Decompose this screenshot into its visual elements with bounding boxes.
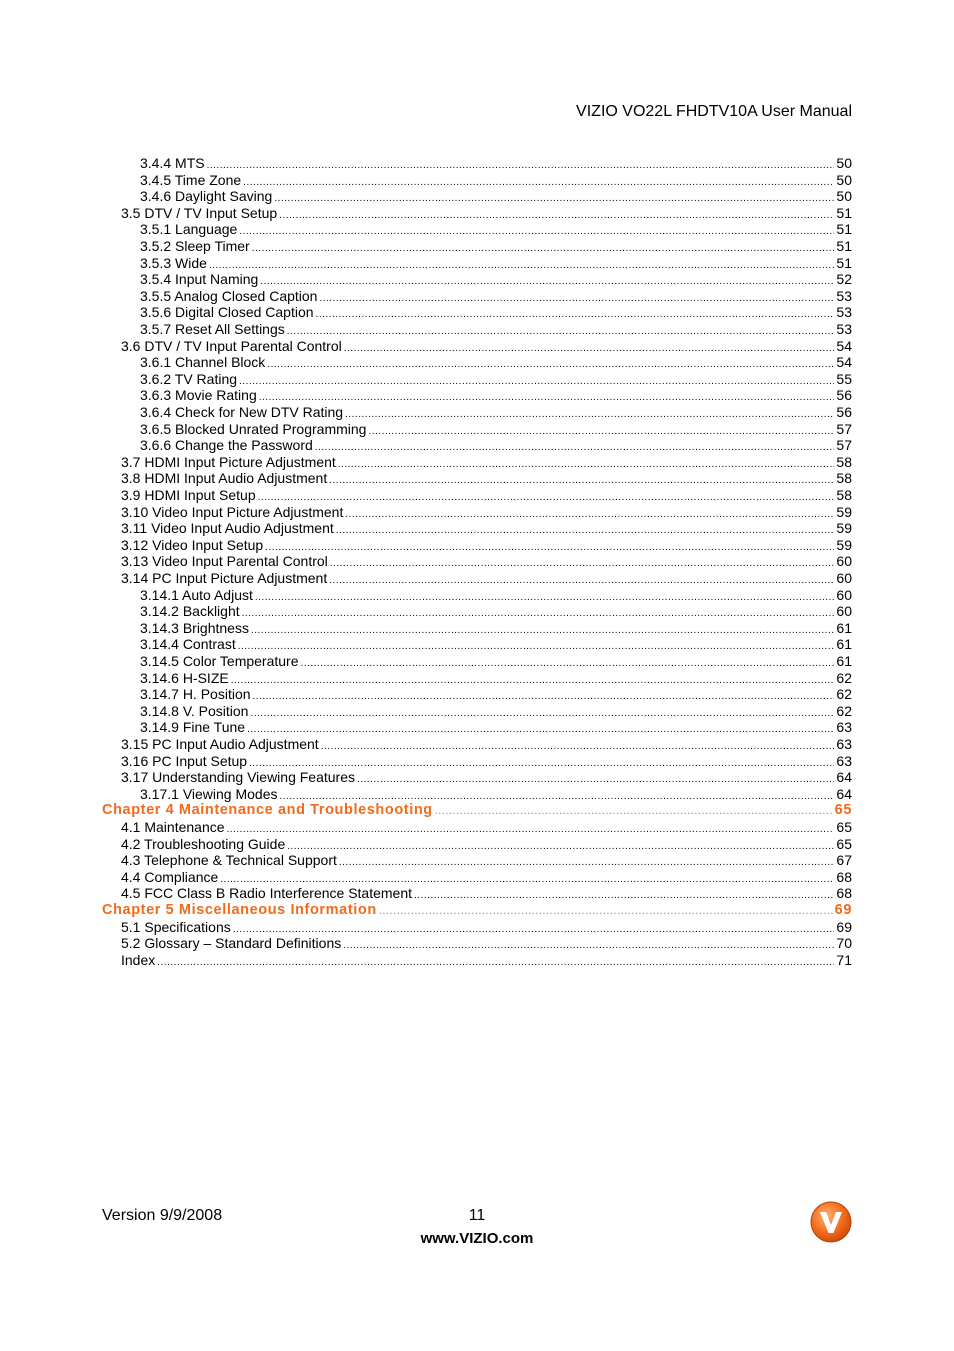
toc-entry-page: 54 xyxy=(836,337,852,354)
toc-entry[interactable] xyxy=(140,587,852,604)
toc-entry[interactable] xyxy=(140,786,852,803)
toc-entry[interactable] xyxy=(121,470,852,487)
toc-entry[interactable] xyxy=(140,620,852,637)
toc-entry[interactable] xyxy=(140,686,852,703)
toc-entry[interactable] xyxy=(121,919,852,936)
toc-entry-title: 3.5.1 Language xyxy=(140,221,238,238)
toc-entry-page: 58 xyxy=(836,487,852,503)
toc-entry[interactable] xyxy=(121,852,852,869)
toc-entry-title: 3.5 DTV / TV Input Setup xyxy=(121,204,278,221)
toc-entry[interactable] xyxy=(140,255,852,272)
toc-entry-title: 5.2 Glossary – Standard Definitions xyxy=(121,935,342,952)
toc-entry[interactable] xyxy=(140,321,852,338)
toc-entry-title: 5.1 Specifications xyxy=(121,918,231,935)
toc-entry[interactable] xyxy=(140,703,852,720)
toc-entry-page: 65 xyxy=(836,819,852,835)
toc-entry-title: 3.13 Video Input Parental Control xyxy=(121,553,328,570)
toc-dot-leader xyxy=(157,955,834,972)
toc-entry-title: 3.5.3 Wide xyxy=(140,254,207,271)
toc-entry-page: 65 xyxy=(834,802,852,819)
toc-entry-title: 4.3 Telephone & Technical Support xyxy=(121,852,337,869)
toc-entry-title: 3.4.5 Time Zone xyxy=(140,171,242,188)
toc-entry-title: Index xyxy=(121,951,156,968)
toc-entry[interactable] xyxy=(121,753,852,770)
toc-entry-title: 4.5 FCC Class B Radio Interference Statement xyxy=(121,885,413,902)
toc-entry-page: 61 xyxy=(836,619,852,636)
toc-entry-title: 3.6 DTV / TV Input Parental Control xyxy=(121,337,342,354)
manual-title: VIZIO VO22L FHDTV10A User Manual xyxy=(576,103,852,120)
toc-entry-page: 57 xyxy=(836,437,852,454)
toc-entry-page: 60 xyxy=(836,553,852,570)
toc-entry-page: 52 xyxy=(836,271,852,288)
toc-entry-page: 57 xyxy=(836,420,852,437)
toc-entry-title: 3.5.2 Sleep Timer xyxy=(140,238,250,254)
version-label: Version 9/9/2008 xyxy=(102,1207,223,1224)
toc-entry-title: 3.5.5 Analog Closed Caption xyxy=(140,287,318,304)
toc-entry-title: 3.6.2 TV Rating xyxy=(140,370,238,387)
toc-entry-title: 3.11 Video Input Audio Adjustment xyxy=(121,520,334,537)
toc-chapter-entry[interactable] xyxy=(102,802,852,819)
toc-entry-page: 58 xyxy=(836,453,852,470)
toc-entry[interactable] xyxy=(121,836,852,853)
toc-entry[interactable] xyxy=(140,304,852,321)
toc-entry-title: 3.6.6 Change the Password xyxy=(140,437,313,454)
toc-entry-page: 69 xyxy=(834,902,852,918)
toc-entry-page: 60 xyxy=(836,603,852,620)
toc-entry-page: 56 xyxy=(836,387,852,404)
toc-entry-title: 3.17.1 Viewing Modes xyxy=(140,785,278,802)
toc-entry-page: 61 xyxy=(836,653,852,669)
toc-entry-page: 69 xyxy=(836,918,852,935)
toc-entry-title: 3.14.1 Auto Adjust xyxy=(140,586,253,603)
toc-entry-page: 67 xyxy=(836,852,852,869)
toc-entry-page: 64 xyxy=(836,785,852,802)
toc-entry-page: 59 xyxy=(836,536,852,553)
toc-entry-title: 3.6.5 Blocked Unrated Programming xyxy=(140,420,367,437)
toc-entry-title: 4.2 Troubleshooting Guide xyxy=(121,835,286,852)
toc-entry-page: 71 xyxy=(836,951,852,968)
toc-dot-leader xyxy=(435,803,833,820)
toc-entry[interactable] xyxy=(121,869,852,886)
toc-entry-page: 64 xyxy=(836,769,852,786)
toc-entry-title: 3.6.1 Channel Block xyxy=(140,354,266,371)
toc-entry[interactable] xyxy=(121,819,852,836)
toc-entry-page: 65 xyxy=(836,835,852,852)
toc-entry[interactable] xyxy=(121,454,852,471)
toc-entry-title: 3.6.4 Check for New DTV Rating xyxy=(140,404,344,420)
toc-entry-page: 61 xyxy=(836,636,852,653)
toc-entry-page: 51 xyxy=(836,221,852,238)
toc-entry-page: 59 xyxy=(836,503,852,520)
toc-entry[interactable] xyxy=(140,387,852,404)
toc-entry-page: 51 xyxy=(836,254,852,271)
toc-entry-title: 3.9 HDMI Input Setup xyxy=(121,487,256,503)
toc-entry[interactable] xyxy=(140,421,852,438)
toc-entry-title: 3.8 HDMI Input Audio Adjustment xyxy=(121,470,328,487)
toc-entry[interactable] xyxy=(140,437,852,454)
toc-entry-title: 3.5.4 Input Naming xyxy=(140,271,259,288)
toc-entry[interactable] xyxy=(140,354,852,371)
toc-entry-title: 4.1 Maintenance xyxy=(121,819,225,835)
toc-entry-page: 63 xyxy=(836,752,852,769)
toc-entry[interactable] xyxy=(140,288,852,305)
toc-entry-page: 68 xyxy=(836,885,852,902)
toc-entry[interactable] xyxy=(121,504,852,521)
toc-entry[interactable] xyxy=(121,553,852,570)
toc-entry[interactable] xyxy=(140,636,852,653)
toc-entry[interactable] xyxy=(140,155,852,172)
toc-entry-page: 59 xyxy=(836,520,852,537)
toc-entry[interactable] xyxy=(140,371,852,388)
toc-entry-title: 3.5.7 Reset All Settings xyxy=(140,321,285,337)
website-link[interactable]: www.VIZIO.com xyxy=(420,1230,534,1247)
toc-entry[interactable] xyxy=(140,404,852,421)
toc-entry-title: 3.14.9 Fine Tune xyxy=(140,719,246,736)
toc-entry[interactable] xyxy=(121,537,852,554)
toc-entry-page: 68 xyxy=(836,868,852,885)
toc-entry-page: 60 xyxy=(836,570,852,586)
toc-entry-title: 3.15 PC Input Audio Adjustment xyxy=(121,736,319,752)
toc-entry[interactable] xyxy=(121,487,852,504)
toc-entry[interactable] xyxy=(140,670,852,687)
toc-entry-title: 3.4.4 MTS xyxy=(140,155,205,171)
toc-entry-title: 3.6.3 Movie Rating xyxy=(140,387,257,404)
toc-entry-page: 53 xyxy=(836,287,852,304)
toc-entry-page: 55 xyxy=(836,370,852,387)
toc-entry[interactable] xyxy=(140,188,852,205)
toc-entry[interactable] xyxy=(140,653,852,670)
toc-entry-title: 3.12 Video Input Setup xyxy=(121,536,264,553)
toc-entry-page: 51 xyxy=(836,238,852,254)
toc-entry-title: 3.5.6 Digital Closed Caption xyxy=(140,304,314,321)
toc-entry[interactable] xyxy=(140,172,852,189)
toc-entry-page: 70 xyxy=(836,935,852,952)
toc-entry-page: 63 xyxy=(836,736,852,752)
toc-entry-title: 3.16 PC Input Setup xyxy=(121,752,248,769)
toc-entry-title: 3.14.2 Backlight xyxy=(140,603,240,620)
toc-entry-title: 3.14.6 H-SIZE xyxy=(140,669,229,686)
toc-entry-page: 56 xyxy=(836,404,852,420)
toc-entry-page: 58 xyxy=(836,470,852,487)
toc-entry-page: 54 xyxy=(836,354,852,371)
toc-entry-title: 3.4.6 Daylight Saving xyxy=(140,188,273,205)
toc-entry-title: 3.14.7 H. Position xyxy=(140,686,251,703)
toc-entry-title: 4.4 Compliance xyxy=(121,868,219,885)
toc-entry-page: 50 xyxy=(836,155,852,171)
toc-entry[interactable] xyxy=(121,338,852,355)
toc-entry-title: 3.14.3 Brightness xyxy=(140,619,249,636)
toc-entry[interactable] xyxy=(121,885,852,902)
toc-entry-page: 62 xyxy=(836,702,852,719)
toc-entry[interactable] xyxy=(121,769,852,786)
toc-entry-page: 53 xyxy=(836,321,852,337)
page-number: 11 xyxy=(468,1207,486,1224)
toc-entry-page: 63 xyxy=(836,719,852,736)
vizio-v-logo-icon xyxy=(810,1201,852,1243)
toc-entry-page: 50 xyxy=(836,171,852,188)
toc-chapter-entry[interactable] xyxy=(102,902,852,919)
toc-entry-page: 62 xyxy=(836,669,852,686)
toc-entry-title: 3.7 HDMI Input Picture Adjustment xyxy=(121,453,336,470)
toc-entry[interactable] xyxy=(121,935,852,952)
toc-entry-title: 3.14.4 Contrast xyxy=(140,636,236,653)
toc-entry[interactable] xyxy=(121,570,852,587)
toc-entry-page: 53 xyxy=(836,304,852,321)
toc-entry-title: 3.10 Video Input Picture Adjustment xyxy=(121,503,344,520)
toc-entry[interactable] xyxy=(121,520,852,537)
toc-entry[interactable] xyxy=(140,221,852,238)
toc-entry[interactable] xyxy=(140,271,852,288)
toc-entry-page: 60 xyxy=(836,586,852,603)
toc-entry[interactable] xyxy=(121,205,852,222)
toc-entry-title: 3.17 Understanding Viewing Features xyxy=(121,769,356,786)
toc-entry[interactable] xyxy=(140,238,852,255)
toc-entry-title: 3.14.5 Color Temperature xyxy=(140,653,299,669)
toc-entry-title: Chapter 5 Miscellaneous Information xyxy=(102,902,377,918)
toc-entry[interactable] xyxy=(140,603,852,620)
toc-entry-title: Chapter 4 Maintenance and Troubleshooting xyxy=(102,802,433,819)
toc-entry-page: 50 xyxy=(836,188,852,205)
toc-entry[interactable] xyxy=(121,952,852,969)
toc-entry[interactable] xyxy=(140,719,852,736)
toc-dot-leader xyxy=(379,903,833,920)
toc-entry-title: 3.14 PC Input Picture Adjustment xyxy=(121,570,328,586)
toc-entry-page: 51 xyxy=(836,204,852,221)
toc-entry-title: 3.14.8 V. Position xyxy=(140,702,249,719)
toc-entry[interactable] xyxy=(121,736,852,753)
toc-entry-page: 62 xyxy=(836,686,852,703)
